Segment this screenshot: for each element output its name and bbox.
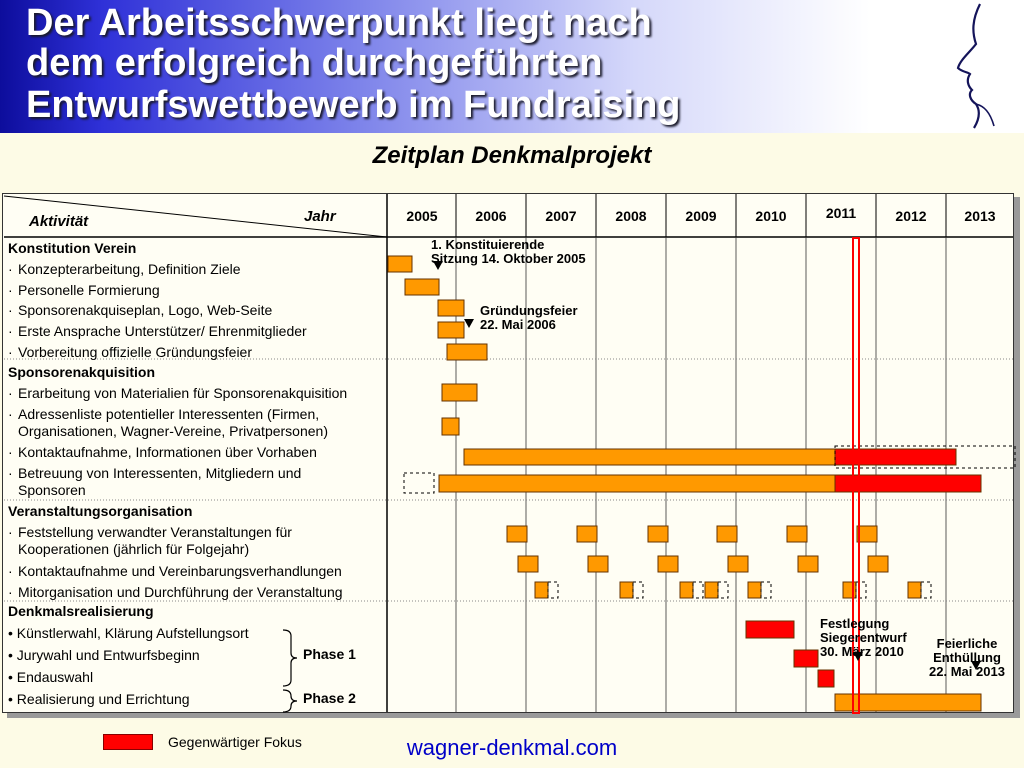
year-header: 2007: [545, 208, 577, 224]
activity-label: Adressenliste potentieller Interessenten (Firmen,: [18, 406, 320, 422]
activity-item: [8, 691, 190, 708]
annotation-festlegung-line-2: Siegerentwurf: [820, 630, 907, 645]
activity-label: • Realisierung und Errichtung: [8, 691, 190, 707]
timeline-bar: [535, 582, 548, 598]
activity-label: Veranstaltungsorganisation: [8, 503, 193, 519]
planned-box-dashed: [693, 582, 703, 598]
focus-bar: [818, 670, 834, 687]
timeline-bar: [748, 582, 761, 598]
phase-2-brace: [283, 690, 297, 712]
annotation-konstituierende: [431, 238, 586, 266]
annotation-festlegung-line-3: 30. März 2010: [820, 644, 904, 659]
activity-label: Sponsorenakquiseplan, Logo, Web-Seite: [18, 302, 273, 318]
activity-item: [8, 282, 160, 299]
activity-item: [8, 563, 342, 580]
annotation-gruendungsfeier-line-1: Gründungsfeier: [480, 303, 578, 318]
focus-bar: [794, 650, 818, 667]
activity-label: Kontaktaufnahme und Vereinbarungsverhandlungen: [18, 563, 342, 579]
timeline-bar: [843, 582, 856, 598]
timeline-bar: [464, 449, 835, 465]
activity-label: • Endauswahl: [8, 669, 94, 685]
slide-title-line-2: dem erfolgreich durchgeführten: [26, 42, 603, 84]
year-column-header: Jahr: [304, 208, 336, 225]
timeline-bar: [728, 556, 748, 572]
footer-website-link[interactable]: wagner-denkmal.com: [406, 735, 618, 760]
annotation-festlegung: [820, 617, 907, 659]
activity-item: [8, 406, 328, 440]
activity-item: [8, 524, 292, 558]
activity-item: [8, 465, 301, 499]
timeline-bar: [620, 582, 633, 598]
year-header: 2006: [475, 208, 507, 224]
activity-label: • Jurywahl und Entwurfsbeginn: [8, 647, 200, 663]
timeline-bar: [868, 556, 888, 572]
legend-focus-label: Gegenwärtiger Fokus: [168, 734, 302, 750]
timeline-bar: [442, 384, 477, 401]
bullet: ·: [8, 323, 13, 339]
planned-box-dashed: [548, 582, 558, 598]
activity-label: Denkmalsrealisierung: [8, 603, 154, 619]
activity-item: [8, 444, 317, 461]
year-header: 2009: [685, 208, 717, 224]
slide-title-line-3: Entwurfswettbewerb im Fundraising: [26, 84, 681, 126]
timeline-bar: [439, 475, 835, 492]
annotation-feierliche-line-3: 22. Mai 2013: [929, 664, 1005, 679]
annotation-gruendungsfeier-line-2: 22. Mai 2006: [480, 317, 556, 332]
activity-category: [8, 503, 192, 520]
activity-label: Vorbereitung offizielle Gründungsfeier: [18, 344, 253, 360]
activity-label: Feststellung verwandter Veranstaltungen für: [18, 524, 292, 540]
focus-bar: [835, 475, 981, 492]
timeline-bar: [405, 279, 439, 295]
timeline-bar: [438, 322, 464, 338]
planned-box-dashed: [633, 582, 643, 598]
timeline-bar: [507, 526, 527, 542]
timeline-bar: [447, 344, 487, 360]
activity-label: Mitorganisation und Durchführung der Veranstaltung: [18, 584, 343, 600]
activity-label: • Künstlerwahl, Klärung Aufstellungsort: [8, 625, 249, 641]
annotation-feierliche-line-2: Enthüllung: [933, 650, 1001, 665]
timeline-bar: [908, 582, 921, 598]
activity-label-continued: Sponsoren: [18, 482, 86, 498]
activity-category: [8, 603, 154, 620]
phase-1-label: Phase 1: [303, 646, 356, 662]
annotation-konstituierende-line-1: 1. Konstituierende: [431, 237, 545, 252]
planned-box-dashed: [761, 582, 771, 598]
activity-category: [8, 364, 155, 381]
timeline-bar: [717, 526, 737, 542]
activity-item: [8, 385, 347, 402]
activity-label: Konzepterarbeitung, Definition Ziele: [18, 261, 241, 277]
planned-box-dashed: [718, 582, 728, 598]
timeline-bar: [442, 418, 459, 435]
year-header: 2011: [825, 205, 857, 221]
timeline-bar: [648, 526, 668, 542]
bullet: ·: [8, 282, 13, 298]
activity-label-continued: Organisationen, Wagner-Vereine, Privatpersonen): [18, 423, 328, 439]
activity-label: Erarbeitung von Materialien für Sponsorenakquisition: [18, 385, 348, 401]
timeline-bar: [787, 526, 807, 542]
bullet: ·: [8, 563, 13, 579]
bullet: ·: [8, 465, 13, 481]
activity-item: [8, 344, 252, 361]
bullet: ·: [8, 584, 13, 600]
activity-item: [8, 261, 241, 278]
activity-label: Erste Ansprache Unterstützer/ Ehrenmitglieder: [18, 323, 307, 339]
timeline-bar: [705, 582, 718, 598]
activity-label-continued: Kooperationen (jährlich für Folgejahr): [18, 541, 250, 557]
bullet: ·: [8, 406, 13, 422]
activity-label: Kontaktaufnahme, Informationen über Vorhaben: [18, 444, 317, 460]
bullet: ·: [8, 302, 13, 318]
year-header: 2005: [406, 208, 438, 224]
activity-label: Sponsorenakquisition: [8, 364, 156, 380]
phase-1-brace: [283, 630, 297, 686]
timeline-bar: [588, 556, 608, 572]
timeline-bar: [518, 556, 538, 572]
activity-item: [8, 584, 343, 601]
bullet: ·: [8, 261, 13, 277]
bullet: ·: [8, 385, 13, 401]
bullet: ·: [8, 344, 13, 360]
annotation-festlegung-line-1: Festlegung: [820, 616, 890, 631]
activity-item: [8, 323, 307, 340]
activity-label: Konstitution Verein: [8, 240, 137, 256]
year-header: 2012: [895, 208, 927, 224]
timeline-bar: [658, 556, 678, 572]
activity-item: [8, 647, 200, 664]
annotation-konstituierende-line-2: Sitzung 14. Oktober 2005: [431, 251, 586, 266]
year-header: 2008: [615, 208, 647, 224]
planned-box-dashed: [856, 582, 866, 598]
phase-2-label: Phase 2: [303, 690, 356, 706]
activity-item: [8, 625, 249, 642]
annotation-gruendungsfeier: [480, 304, 578, 332]
bullet: ·: [8, 524, 13, 540]
timeline-bar: [438, 300, 464, 316]
activity-column-header: Aktivität: [29, 213, 89, 230]
activity-item: [8, 302, 272, 319]
planned-box-dashed: [921, 582, 931, 598]
slide-title-line-1: Der Arbeitsschwerpunkt liegt nach: [26, 2, 652, 44]
activity-category: [8, 240, 136, 257]
timeline-bar: [577, 526, 597, 542]
year-header: 2013: [964, 208, 996, 224]
year-header: 2010: [755, 208, 787, 224]
annotation-feierliche-line-1: Feierliche: [936, 636, 998, 651]
milestone-marker-icon: [464, 319, 474, 328]
timeline-bar: [798, 556, 818, 572]
activity-label: Betreuung von Interessenten, Mitgliedern und: [18, 465, 302, 481]
activity-label: Personelle Formierung: [18, 282, 160, 298]
chart-title: Zeitplan Denkmalprojekt: [372, 142, 652, 169]
annotation-feierliche: [920, 637, 1014, 679]
timeline-bar: [388, 256, 412, 272]
activity-item: [8, 669, 93, 686]
timeline-bar: [835, 694, 981, 711]
focus-bar: [746, 621, 794, 638]
timeline-bar: [680, 582, 693, 598]
planned-box-dashed: [404, 473, 434, 493]
bullet: ·: [8, 444, 13, 460]
